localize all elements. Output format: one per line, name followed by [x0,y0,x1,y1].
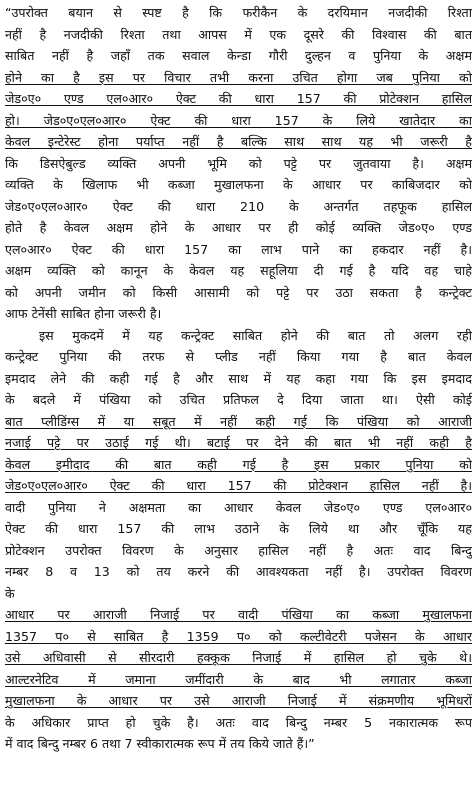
line-text: एल०आर० ऐक्ट की धारा 157 का लाभ पाने का हकदार नहीं है। [5,241,472,257]
line-text: बात प्लीडिंग्स में या सबूत में नहीं कही गई कि पंखिया को आराजी [5,413,472,429]
line-text: नजाई पट्टे पर उठाई गई थी। बटाई पर देने की बात भी नहीं कही है [5,435,472,450]
line-text: उसे अधिवासी से सीरदारी हक्कूक निजाई में हासिल हो चुके थे। [5,650,472,665]
line-text: के [5,585,15,601]
paragraph-2 [5,325,472,755]
text-line [5,690,472,712]
line-text: अक्षम व्यक्ति को कानून के केवल यह सहूलिया दी गई है यदि वह चाहे [5,263,472,278]
line-text: साबित नहीं है जहाँ तक सवाल केन्डा गौरी दुल्हन व पुनिया के अक्षम [5,48,472,63]
text-line [5,260,472,282]
text-line [5,411,472,433]
text-line [5,239,472,261]
text-line [5,561,472,583]
text-line [5,45,472,67]
line-text: इस मुकदमें में यह कन्ट्रेक्ट साबित होने की बात तो अलग रही [39,327,472,343]
text-line [5,196,472,218]
line-text: केवल इमीदाद की बात कही गई है इस प्रकार पुनिया को [5,456,472,472]
text-line [5,540,472,562]
text-line [5,604,472,626]
text-line [5,303,472,325]
paragraph-1 [5,2,472,325]
text-line [5,389,472,411]
text-line [5,110,472,132]
line-text: जेड०ए०एल०आर० ऐक्ट की धारा 210 के अन्तर्गत तहफूक हासिल [5,198,472,214]
line-text: आल्टरनेटिव में जमाना जमींदारी के बाद भी लगातार कब्जा [5,671,472,687]
text-line [5,131,472,153]
line-text: मुखालफना के आधार पर उसे आराजी निजाई में संक्रमणीय भूमिधरों [5,693,472,708]
text-line [5,647,472,669]
text-line [5,2,472,24]
line-text: इमदाद लेने की कही गई है और साथ में यह कहा गया कि इस इमदाद [5,370,472,386]
text-line [5,432,472,454]
line-text: ऐक्ट की धारा 157 की लाभ उठाने के लिये था और चूँकि यह [5,521,472,536]
text-line [5,282,472,304]
line-text: होते है केवल अक्षम होने के आधार पर ही कोई व्यक्ति जेड०ए० एण्ड [5,220,472,235]
text-line [5,475,472,497]
line-text: कन्ट्रेक्ट पुनिया की तरफ से प्लीड नहीं किया गया है बात केवल [5,349,472,364]
line-text: जेड०ए०एल०आर० ऐक्ट की धारा 157 की प्रोटेक्शन हासिल नहीं है। [5,478,472,493]
line-text: नहीं है नजदीकी रिश्ता तथा आपस में एक दूसरे की विश्वास की बात [5,26,472,42]
text-line [5,518,472,540]
line-text: आफ टेनेंसी साबित होना जरूरी है। [5,306,162,321]
text-line [5,24,472,46]
text-line [5,454,472,476]
text-line [5,346,472,368]
line-text: में वाद बिन्दु नम्बर 6 तथा 7 स्वीकारात्मक रूप में तय किये जाते हैं।” [5,736,315,751]
text-line [5,497,472,519]
line-text: केवल इन्टेरेस्ट होना पर्याप्त नहीं है बल्कि साथ साथ यह भी जरूरी है [5,134,472,149]
text-line [5,325,472,347]
line-text: जेड०ए० एण्ड एल०आर० ऐक्ट की धारा 157 की प्रोटेक्शन हासिल [5,91,472,106]
line-text: होने का है इस पर विचार तभी करना उचित होगा जब पुनिया को [5,69,472,85]
line-text: को अपनी जमीन को किसी आसामी को पट्टे पर उठा सकता है कन्ट्रेक्ट [5,284,472,300]
text-line [5,153,472,175]
line-text: आधार पर आराजी निजाई पर वादी पंखिया का कब्जा मुखालफना [5,607,472,622]
text-line [5,626,472,648]
line-text: प्रोटेक्शन उपरोक्त विवरण के अनुसार हासिल नहीं है अतः वाद बिन्दु [5,542,472,558]
line-text: हो। जेड०ए०एल०आर० ऐक्ट की धारा 157 के लिये खातेदार का [5,112,472,128]
line-text: वादी पुनिया ने अक्षमता का आधार केवल जेड०ए० एण्ड एल०आर० [5,499,472,515]
line-text: व्यक्ति के खिलाफ भी कब्जा मुखालफना के आधार पर काबिजदार को [5,177,472,192]
text-line [5,669,472,691]
line-text: “उपरोक्त बयान से स्पष्ट है कि फरीकैन के दरयिमान नजदीकी रिश्ता [5,5,472,20]
text-line [5,88,472,110]
text-line [5,217,472,239]
text-line [5,67,472,89]
line-text: के अधिकार प्राप्त हो चुके है। अतः वाद बिन्दु नम्बर 5 नकारात्मक रूप [5,714,472,730]
line-text: कि डिसऐबुल्ड व्यक्ति अपनी भूमि को पट्टे पर जुतवाया है। अक्षम [5,155,472,171]
text-line [5,733,472,755]
text-line [5,368,472,390]
line-text: नम्बर 8 व 13 को तय करने की आवश्यकता नहीं है। उपरोक्त विवरण [5,564,472,579]
line-text: के बदले में पंखिया को उचित प्रतिफल दे दिया जाता था। ऐसी कोई [5,392,472,407]
text-line [5,174,472,196]
line-text: 1357 प० से साबित है 1359 प० को कल्टीवेटरी पजेसन के आधार [5,628,472,644]
text-line [5,712,472,734]
text-line [5,583,472,605]
